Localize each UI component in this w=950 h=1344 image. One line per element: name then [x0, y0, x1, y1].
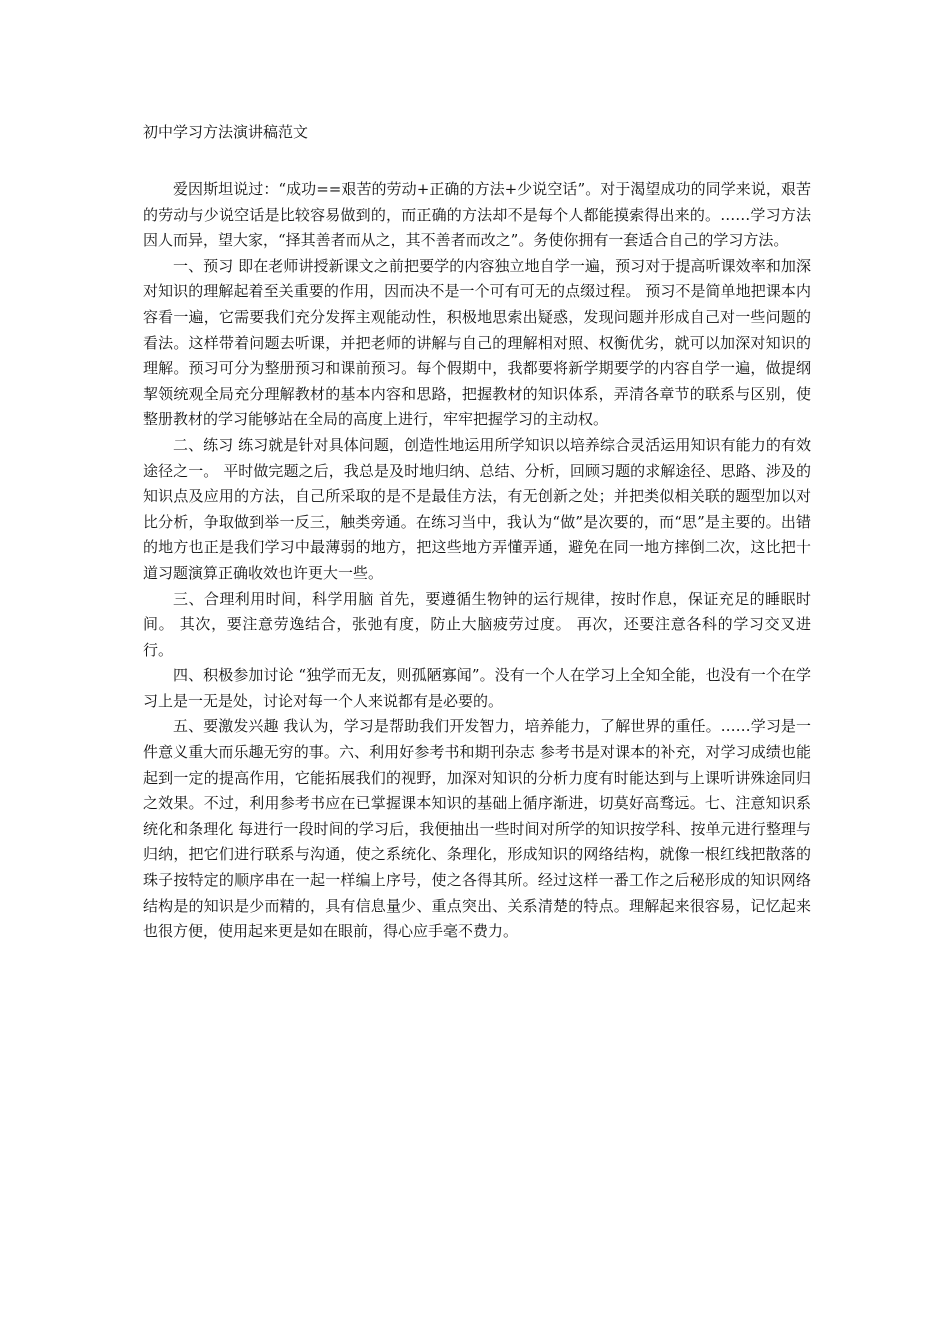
paragraph-time-management: 三、合理利用时间，科学用脑 首先，要遵循生物钟的运行规律，按时作息，保证充足的睡眠时间。 其次，要注意劳逸结合，张弛有度，防止大脑疲劳过度。 再次，还要注意各科的学习交叉进行。	[143, 589, 811, 659]
paragraph-preview: 一、预习 即在老师讲授新课文之前把要学的内容独立地自学一遍，预习对于提高听课效率和加深对知识的理解起着至关重要的作用，因而决不是一个可有可无的点缀过程。 预习不是简单地把课本内容看一遍，它需要我们充分发挥主观能动性，积极地思索出疑惑，发现问题并形成自己对一些问题的看法。这样带着问题去听课，并把老师的讲解与自己的理解相对照、权衡优劣，就可以加深对知识的理解。预习可分为整册预习和课前预习。每个假期中，我都要将新学期要学的内容自学一遍，做提纲挈领统观全局充分理解教材的基本内容和思路，把握教材的知识体系，弄清各章节的联系与区别，使整册教材的学习能够站在全局的高度上进行，牢牢把握学习的主动权。	[143, 256, 811, 429]
paragraph-discussion: 四、积极参加讨论 “独学而无友，则孤陋寡闻”。没有一个人在学习上全知全能，也没有一个在学习上是一无是处，讨论对每一个人来说都有是必要的。	[143, 666, 811, 710]
document-title: 初中学习方法演讲稿范文	[143, 123, 309, 141]
document-body	[143, 177, 811, 945]
paragraph-practice: 二、练习 练习就是针对具体问题，创造性地运用所学知识以培养综合灵活运用知识有能力的有效途径之一。 平时做完题之后，我总是及时地归纳、总结、分析，回顾习题的求解途径、思路、涉及的知识点及应用的方法，自己所采取的是不是最佳方法，有无创新之处；并把类似相关联的题型加以对比分析，争取做到举一反三，触类旁通。在练习当中，我认为“做”是次要的，而“思”是主要的。出错的地方也正是我们学习中最薄弱的地方，把这些地方弄懂弄通，避免在同一地方摔倒二次，这比把十道习题演算正确收效也许更大一些。	[143, 435, 811, 582]
paragraph-interest-and-references: 五、要激发兴趣 我认为，学习是帮助我们开发智力，培养能力，了解世界的重任。……学习是一件意义重大而乐趣无穷的事。六、利用好参考书和期刊杂志 参考书是对课本的补充，对学习成绩也能起到一定的提高作用，它能拓展我们的视野，加深对知识的分析力度有时能达到与上课听讲殊途同归之效果。不过，利用参考书应在已掌握课本知识的基础上循序渐进，切莫好高骛远。七、注意知识系统化和条理化 每进行一段时间的学习后，我便抽出一些时间对所学的知识按学科、按单元进行整理与归纳，把它们进行联系与沟通，使之系统化、条理化，形成知识的网络结构，就像一根红线把散落的珠子按特定的顺序串在一起一样编上序号，使之各得其所。经过这样一番工作之后秘形成的知识网络结构是的知识是少而精的，具有信息量少、重点突出、关系清楚的特点。理解起来很容易，记忆起来也很方便，使用起来更是如在眼前，得心应手毫不费力。	[143, 717, 811, 941]
paragraph-intro: 爱因斯坦说过：“成功==艰苦的劳动+正确的方法+少说空话”。对于渴望成功的同学来说，艰苦的劳动与少说空话是比较容易做到的，而正确的方法却不是每个人都能摸索得出来的。……学习方法因人而异，望大家，“择其善者而从之，其不善者而改之”。务使你拥有一套适合自己的学习方法。	[143, 180, 811, 250]
